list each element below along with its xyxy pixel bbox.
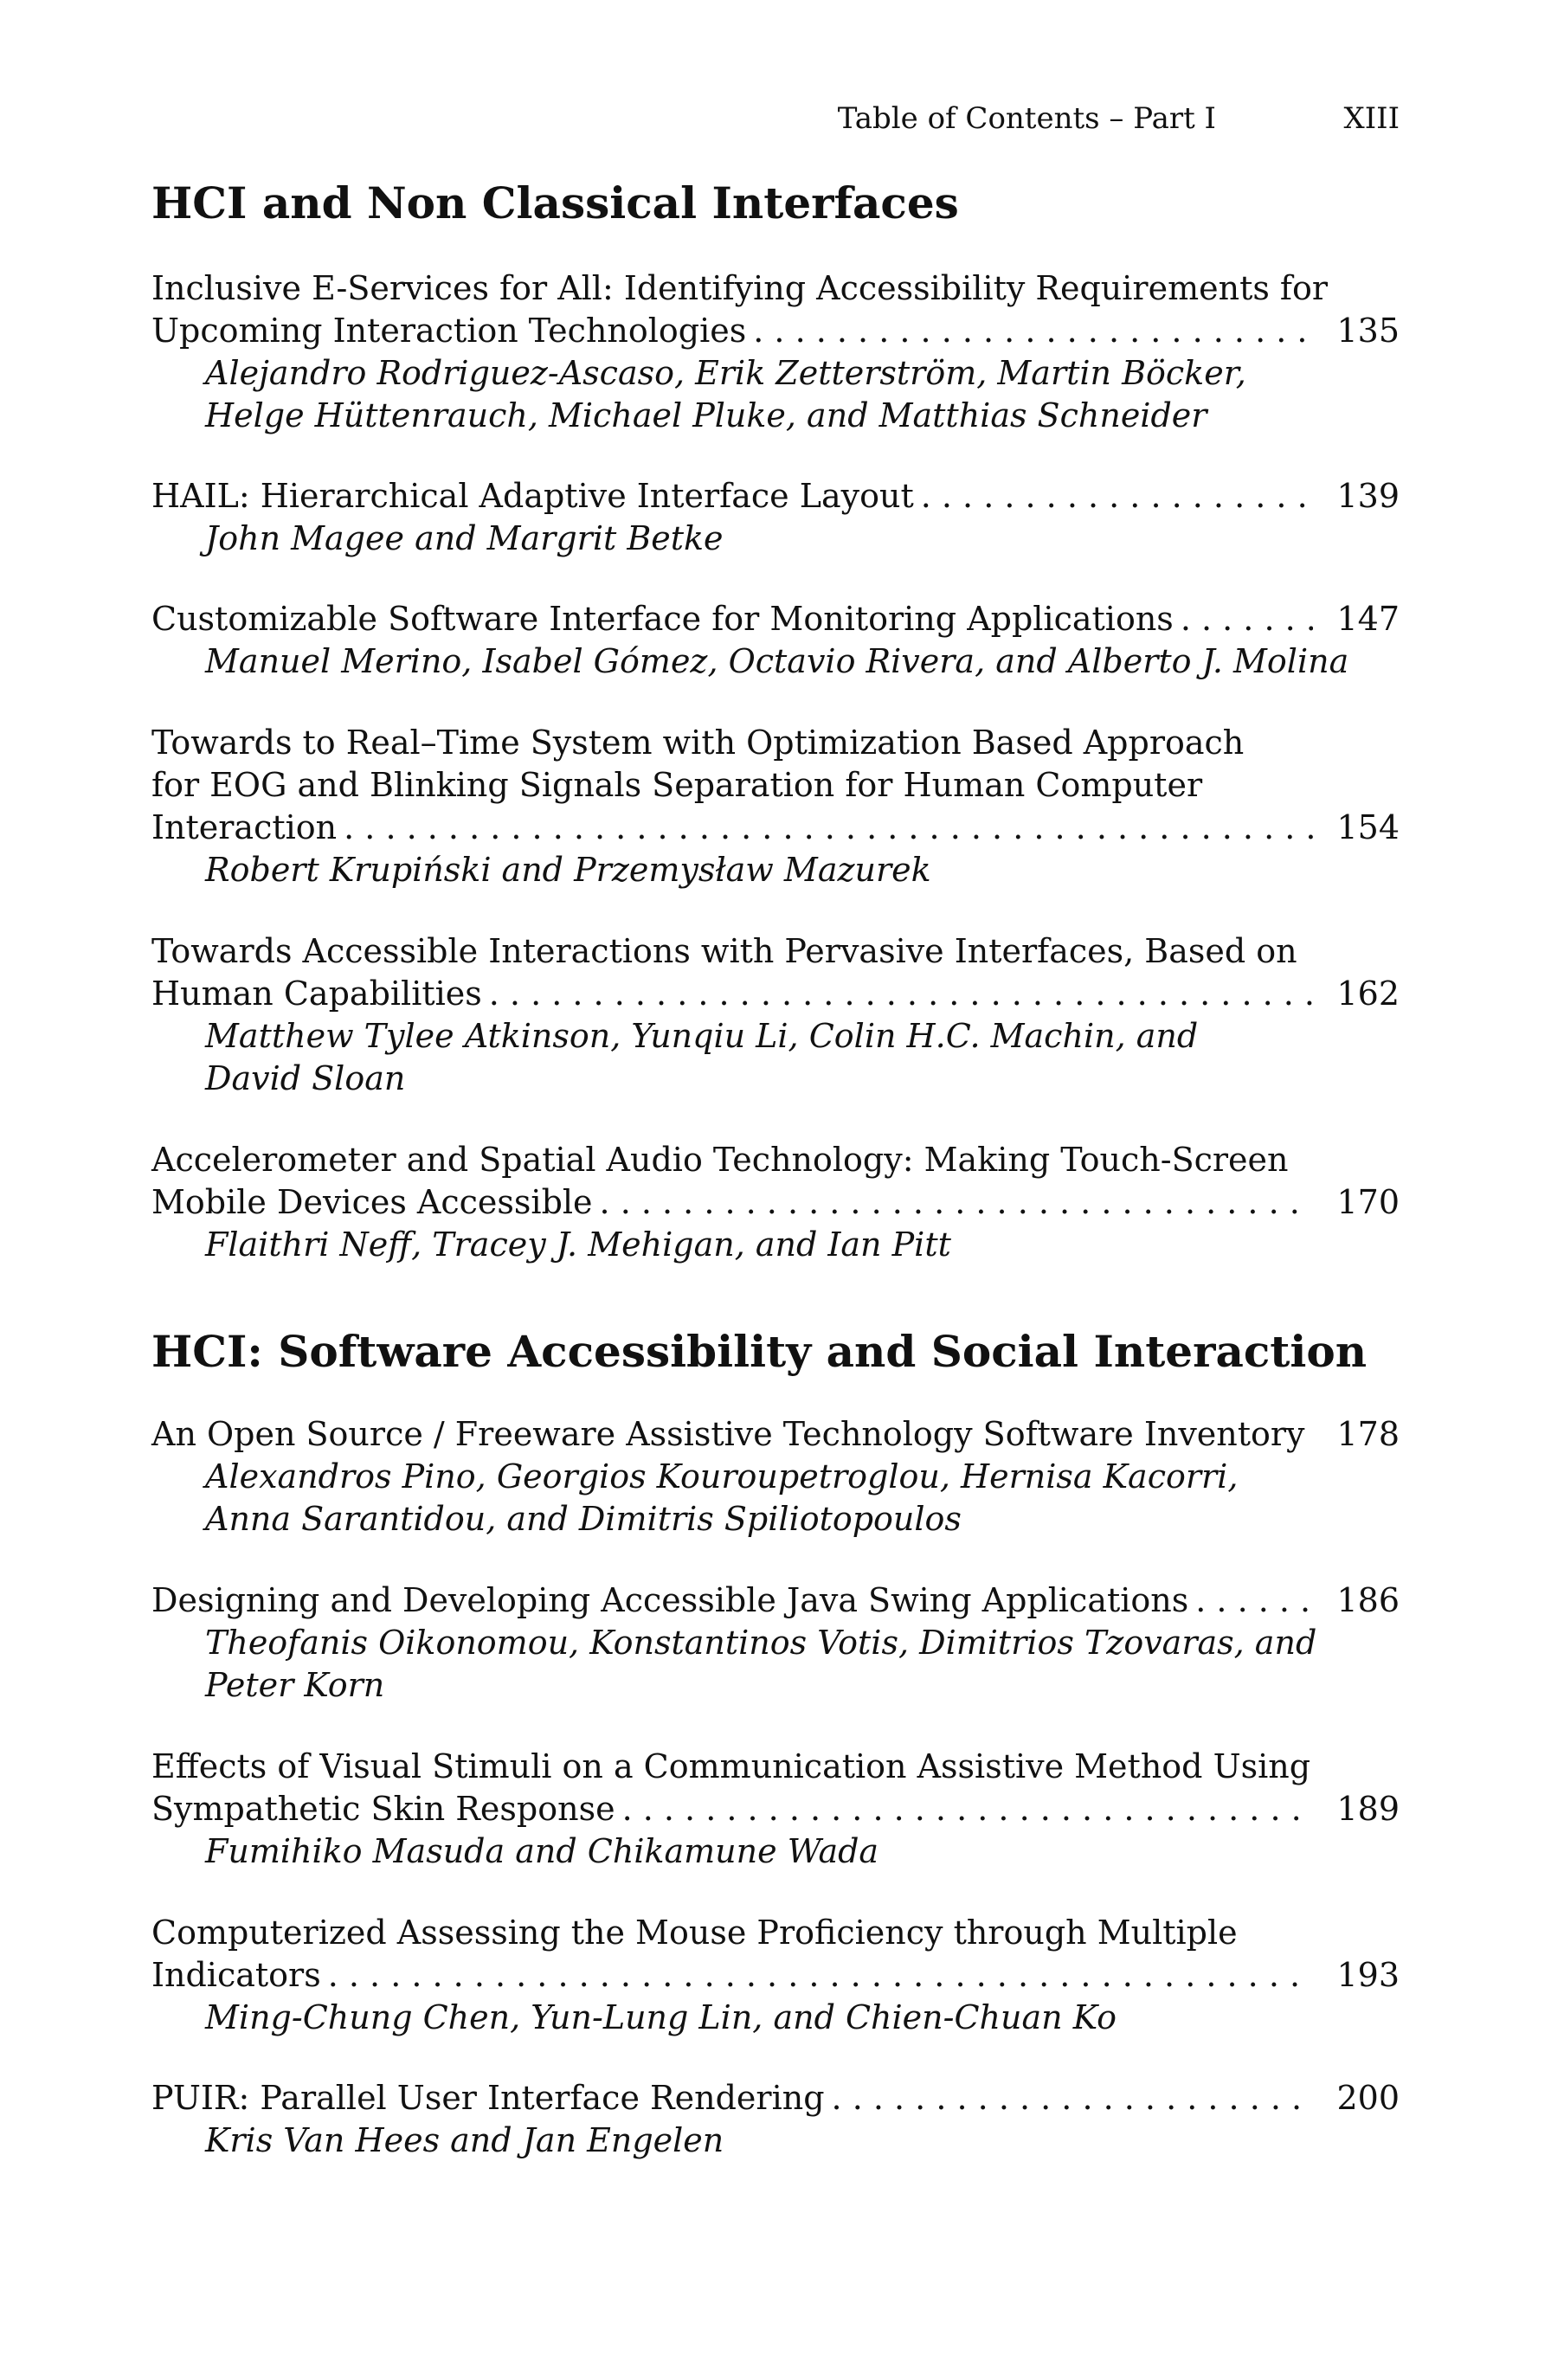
entry-title-text: Indicators: [151, 1956, 321, 1994]
entry-title-last-line: [151, 1413, 1400, 1456]
toc-entry[interactable]: [151, 1912, 1400, 2039]
entry-title-line: Towards Accessible Interactions with Pervasive Interfaces, Based on: [151, 932, 1297, 970]
entry-authors: Ming-Chung Chen, Yun-Lung Lin, and Chien-Chuan Ko: [205, 1998, 1117, 2036]
entry-authors: Robert Krupiński and Przemysław Mazurek: [205, 851, 931, 889]
entry-title-last-line: [151, 1181, 1400, 1224]
running-head: [151, 97, 1400, 140]
toc-entry[interactable]: [151, 722, 1400, 891]
dot-leader: [1312, 1413, 1313, 1456]
entry-title-last-line: [151, 1954, 1400, 1997]
entry-title-last-line: [151, 1788, 1400, 1830]
dot-leader: [489, 973, 1313, 1015]
dot-leader: [921, 475, 1313, 518]
section-heading: HCI and Non Classical Interfaces: [151, 177, 959, 228]
entry-authors: Manuel Merino, Isabel Gómez, Octavio Rivera, and Alberto J. Molina: [205, 642, 1349, 680]
entry-authors: Helge Hüttenrauch, Michael Pluke, and Matthias Schneider: [205, 396, 1207, 434]
entry-page-number: 193: [1336, 1956, 1400, 1994]
entry-title-text: Human Capabilities: [151, 975, 482, 1013]
toc-entry[interactable]: [151, 1139, 1400, 1266]
entry-page-number: 139: [1336, 477, 1400, 515]
entry-page-number: 154: [1336, 808, 1400, 846]
entry-authors: John Magee and Margrit Betke: [205, 519, 724, 557]
entry-title-text: Sympathetic Skin Response: [151, 1790, 615, 1828]
entry-authors: Alexandros Pino, Georgios Kouroupetroglou, Hernisa Kacorri,: [205, 1457, 1239, 1496]
section-heading: HCI: Software Accessibility and Social Interaction: [151, 1326, 1368, 1377]
running-head-title: Table of Contents – Part I: [837, 101, 1216, 136]
entry-title-line: Effects of Visual Stimuli on a Communication Assistive Method Using: [151, 1747, 1311, 1785]
dot-leader: [1181, 598, 1313, 640]
entry-page-number: 162: [1336, 975, 1400, 1013]
entry-page-number: 135: [1336, 312, 1400, 350]
entry-authors: Alejandro Rodriguez-Ascaso, Erik Zetterström, Martin Böcker,: [205, 354, 1246, 392]
entry-page-number: 147: [1336, 600, 1400, 638]
toc-entry[interactable]: [151, 1579, 1400, 1707]
entry-page-number: 186: [1336, 1581, 1400, 1619]
entry-title-line: Computerized Assessing the Mouse Proficiency through Multiple: [151, 1914, 1238, 1952]
dot-leader: [328, 1954, 1313, 1997]
entry-page-number: 178: [1336, 1415, 1400, 1453]
entry-title-text: Mobile Devices Accessible: [151, 1183, 593, 1221]
entry-authors: Anna Sarantidou, and Dimitris Spiliotopoulos: [205, 1500, 962, 1538]
entry-page-number: 200: [1336, 2079, 1400, 2117]
entry-title-line: for EOG and Blinking Signals Separation for Human Computer: [151, 766, 1203, 804]
entry-title-text: Upcoming Interaction Technologies: [151, 312, 747, 350]
entry-title-last-line: [151, 2077, 1400, 2119]
entry-title-line: Inclusive E-Services for All: Identifying Accessibility Requirements for: [151, 269, 1329, 307]
toc-entry[interactable]: [151, 267, 1400, 437]
entry-page-number: 170: [1336, 1183, 1400, 1221]
entry-title-last-line: [151, 310, 1400, 352]
entry-title-line: Towards to Real–Time System with Optimization Based Approach: [151, 724, 1245, 762]
entry-title-last-line: [151, 475, 1400, 518]
toc-entry[interactable]: [151, 2077, 1400, 2162]
entry-title-text: An Open Source / Freeware Assistive Technology Software Inventory: [151, 1415, 1305, 1453]
entry-authors: Kris Van Hees and Jan Engelen: [205, 2121, 724, 2159]
entry-authors: Matthew Tylee Atkinson, Yunqiu Li, Colin H.C. Machin, and: [205, 1017, 1199, 1055]
toc-entry[interactable]: [151, 598, 1400, 683]
entry-authors: Peter Korn: [205, 1666, 385, 1704]
dot-leader: [1195, 1579, 1313, 1622]
dot-leader: [344, 807, 1313, 849]
dot-leader: [753, 310, 1313, 352]
entry-authors: Flaithri Neff, Tracey J. Mehigan, and Ian Pitt: [205, 1225, 951, 1264]
entry-authors: David Sloan: [205, 1059, 406, 1097]
entry-authors: Fumihiko Masuda and Chikamune Wada: [205, 1832, 879, 1870]
entry-title-text: HAIL: Hierarchical Adaptive Interface Layout: [151, 477, 914, 515]
entry-title-last-line: [151, 1579, 1400, 1622]
entry-page-number: 189: [1336, 1790, 1400, 1828]
entry-title-text: Designing and Developing Accessible Java Swing Applications: [151, 1581, 1189, 1619]
entry-title-text: PUIR: Parallel User Interface Rendering: [151, 2079, 825, 2117]
entry-title-last-line: [151, 807, 1400, 849]
entry-title-text: Interaction: [151, 808, 338, 846]
toc-entry[interactable]: [151, 930, 1400, 1100]
entry-title-line: Accelerometer and Spatial Audio Technology: Making Touch-Screen: [151, 1141, 1289, 1179]
toc-entry[interactable]: [151, 1413, 1400, 1541]
entry-title-last-line: [151, 973, 1400, 1015]
entry-authors: Theofanis Oikonomou, Konstantinos Votis, Dimitrios Tzovaras, and: [205, 1624, 1317, 1662]
dot-leader: [832, 2077, 1313, 2119]
dot-leader: [600, 1181, 1313, 1224]
toc-entry[interactable]: [151, 1746, 1400, 1873]
dot-leader: [622, 1788, 1313, 1830]
entry-title-text: Customizable Software Interface for Monitoring Applications: [151, 600, 1174, 638]
running-head-page-number: XIII: [1343, 101, 1400, 136]
entry-title-last-line: [151, 598, 1400, 640]
toc-entry[interactable]: [151, 475, 1400, 560]
